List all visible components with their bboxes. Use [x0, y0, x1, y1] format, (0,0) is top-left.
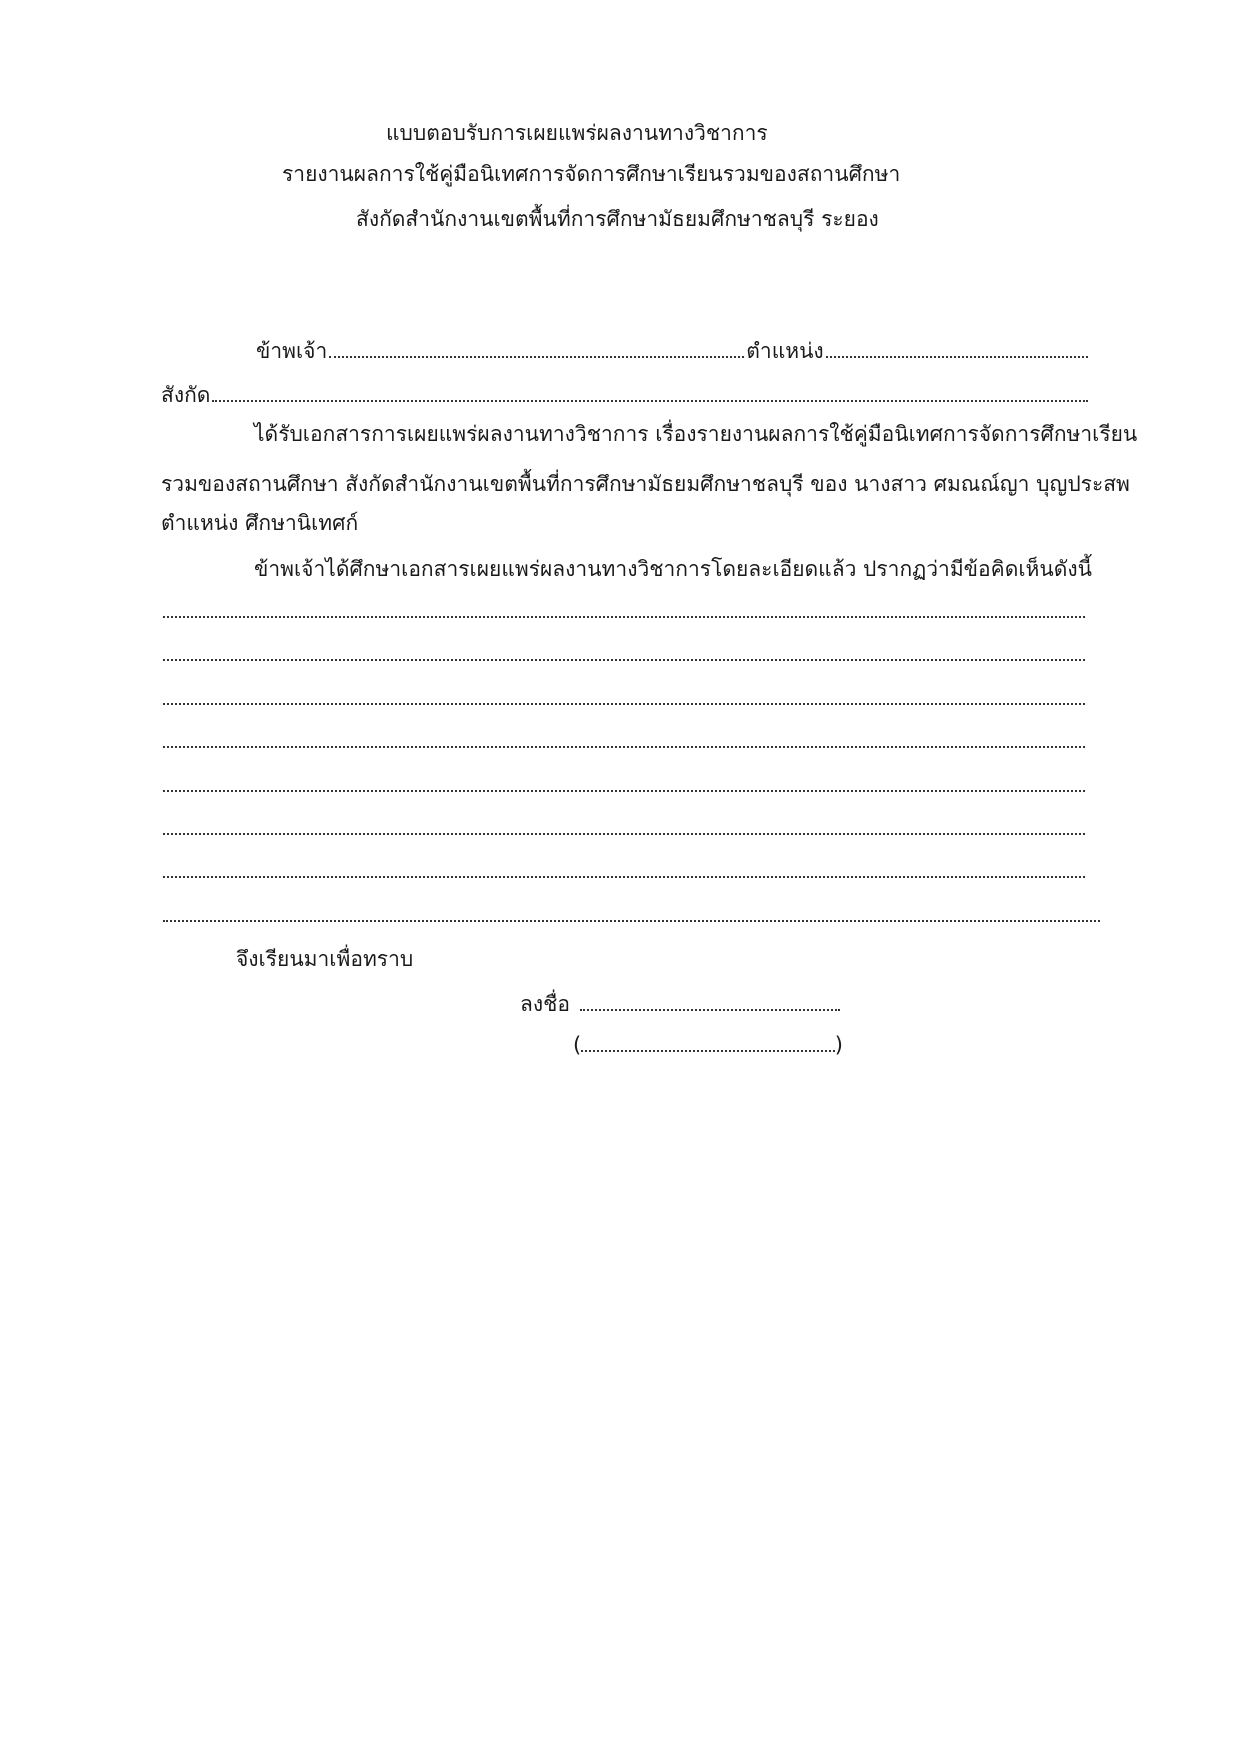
comment-line[interactable] — [163, 771, 1085, 799]
comment-line[interactable] — [163, 901, 1100, 929]
document-agency: สังกัดสำนักงานเขตพื้นที่การศึกษามัธยมศึกษาชลบุรี ระยอง — [356, 207, 879, 231]
affiliation-label: สังกัด — [161, 383, 211, 407]
comment-line[interactable] — [163, 640, 1085, 668]
name-field[interactable] — [329, 337, 744, 365]
printed-name-field[interactable] — [581, 1031, 835, 1059]
comment-line[interactable] — [163, 857, 1085, 885]
name-label: ข้าพเจ้า — [256, 339, 328, 363]
comment-line[interactable] — [163, 814, 1085, 842]
comment-line[interactable] — [163, 727, 1085, 755]
receipt-paragraph-line-3: ตำแหน่ง ศึกษานิเทศก์ — [161, 511, 359, 535]
affiliation-field[interactable] — [212, 381, 1088, 409]
name-position-row — [256, 337, 1088, 365]
signature-field[interactable] — [580, 990, 840, 1018]
position-label: ตำแหน่ง — [746, 339, 824, 363]
paren-close: ) — [834, 1033, 843, 1057]
opinion-intro: ข้าพเจ้าได้ศึกษาเอกสารเผยแพร่ผลงานทางวิชาการโดยละเอียดแล้ว ปรากฏว่ามีข้อคิดเห็นดังนี้ — [254, 557, 1092, 581]
affiliation-row — [161, 381, 1088, 409]
signature-row — [520, 990, 840, 1018]
document-title: แบบตอบรับการเผยแพร่ผลงานทางวิชาการ — [386, 121, 768, 145]
receipt-paragraph-line-1: ได้รับเอกสารการเผยแพร่ผลงานทางวิชาการ เรื่องรายงานผลการใช้คู่มือนิเทศการจัดการศึกษาเรียน — [254, 422, 1138, 446]
document-subtitle: รายงานผลการใช้คู่มือนิเทศการจัดการศึกษาเรียนรวมของสถานศึกษา — [282, 162, 901, 186]
position-field[interactable] — [826, 337, 1088, 365]
receipt-paragraph-line-2: รวมของสถานศึกษา สังกัดสำนักงานเขตพื้นที่การศึกษามัธยมศึกษาชลบุรี ของ นางสาว ศมณณ์ญา บุญประสพ — [161, 472, 1130, 496]
printed-name-row — [573, 1031, 843, 1059]
closing-text: จึงเรียนมาเพื่อทราบ — [236, 947, 414, 971]
comment-line[interactable] — [163, 597, 1085, 625]
signature-label: ลงชื่อ — [520, 992, 570, 1016]
comment-line[interactable] — [163, 684, 1085, 712]
paren-open: ( — [573, 1033, 582, 1057]
